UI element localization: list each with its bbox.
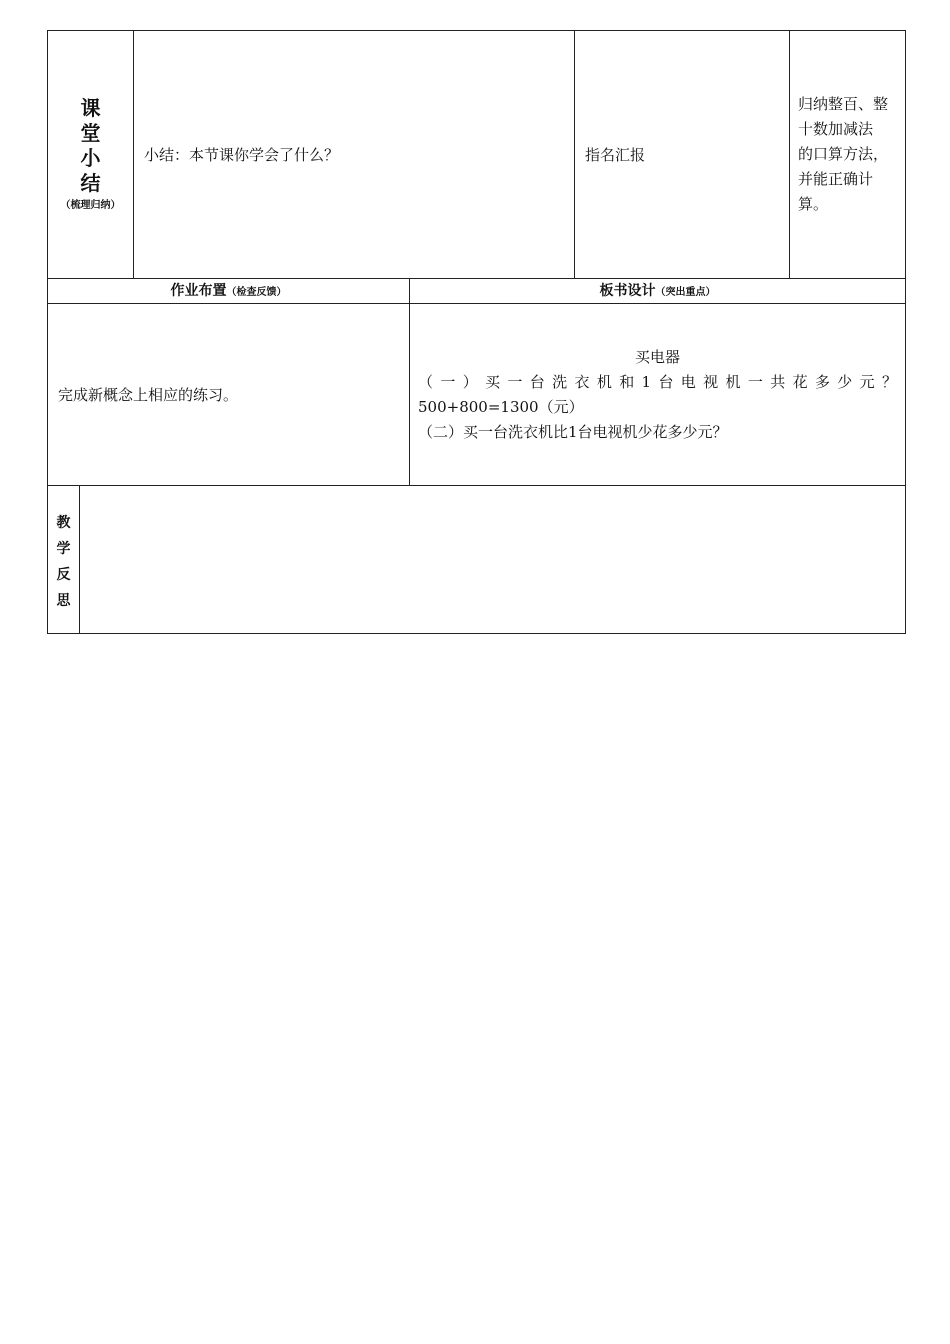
summary-intent-line: 并能正确计 [798,170,874,188]
summary-student: 指名汇报 [585,145,646,164]
section-header-row [48,279,906,304]
homework-content-cell [48,304,410,486]
board-question-1: （一）买一台洗衣机和1台电视机一共花多少元？ [418,372,898,391]
summary-title-char: 结 [80,170,101,195]
summary-title-note: （梳理归纳） [60,199,121,211]
homework-header-note: （检查反馈） [226,286,287,298]
summary-title-char: 课 [80,95,101,120]
reflection-title-char: 反 [56,567,71,583]
reflection-title-char: 思 [56,593,71,609]
summary-intent-cell [790,31,906,279]
board-header [410,279,906,304]
board-header-note: （突出重点） [655,286,716,298]
reflection-title-char: 学 [56,541,71,557]
summary-row [48,31,906,279]
lesson-plan-table [47,30,906,634]
board-formula-1: 500+800=1300（元） [418,397,584,416]
board-question-2: （二）买一台洗衣机比1台电视机少花多少元？ [418,422,728,441]
homework-content: 完成新概念上相应的练习。 [58,385,239,404]
homework-header-label: 作业布置 [170,282,227,299]
summary-intent-line: 算。 [798,195,829,213]
summary-title-char: 堂 [80,120,101,145]
summary-student-cell [575,31,790,279]
reflection-title-char: 教 [56,515,71,531]
homework-header [48,279,410,304]
reflection-row [48,486,906,634]
board-header-label: 板书设计 [599,282,656,299]
summary-title-cell [48,31,134,279]
summary-intent-line: 十数加减法 [798,120,874,138]
summary-content: 小结：本节课你学会了什么？ [144,145,340,164]
summary-intent-line: 归纳整百、整 [798,95,889,113]
summary-title-char: 小 [80,145,101,170]
reflection-content-cell [80,486,906,634]
reflection-title-cell [48,486,80,634]
board-title: 买电器 [635,347,681,366]
summary-intent-line: 的口算方法， [798,145,889,163]
homework-board-row [48,304,906,486]
lesson-plan-sheet [47,30,905,634]
summary-content-cell [134,31,575,279]
board-content-cell [410,304,906,486]
